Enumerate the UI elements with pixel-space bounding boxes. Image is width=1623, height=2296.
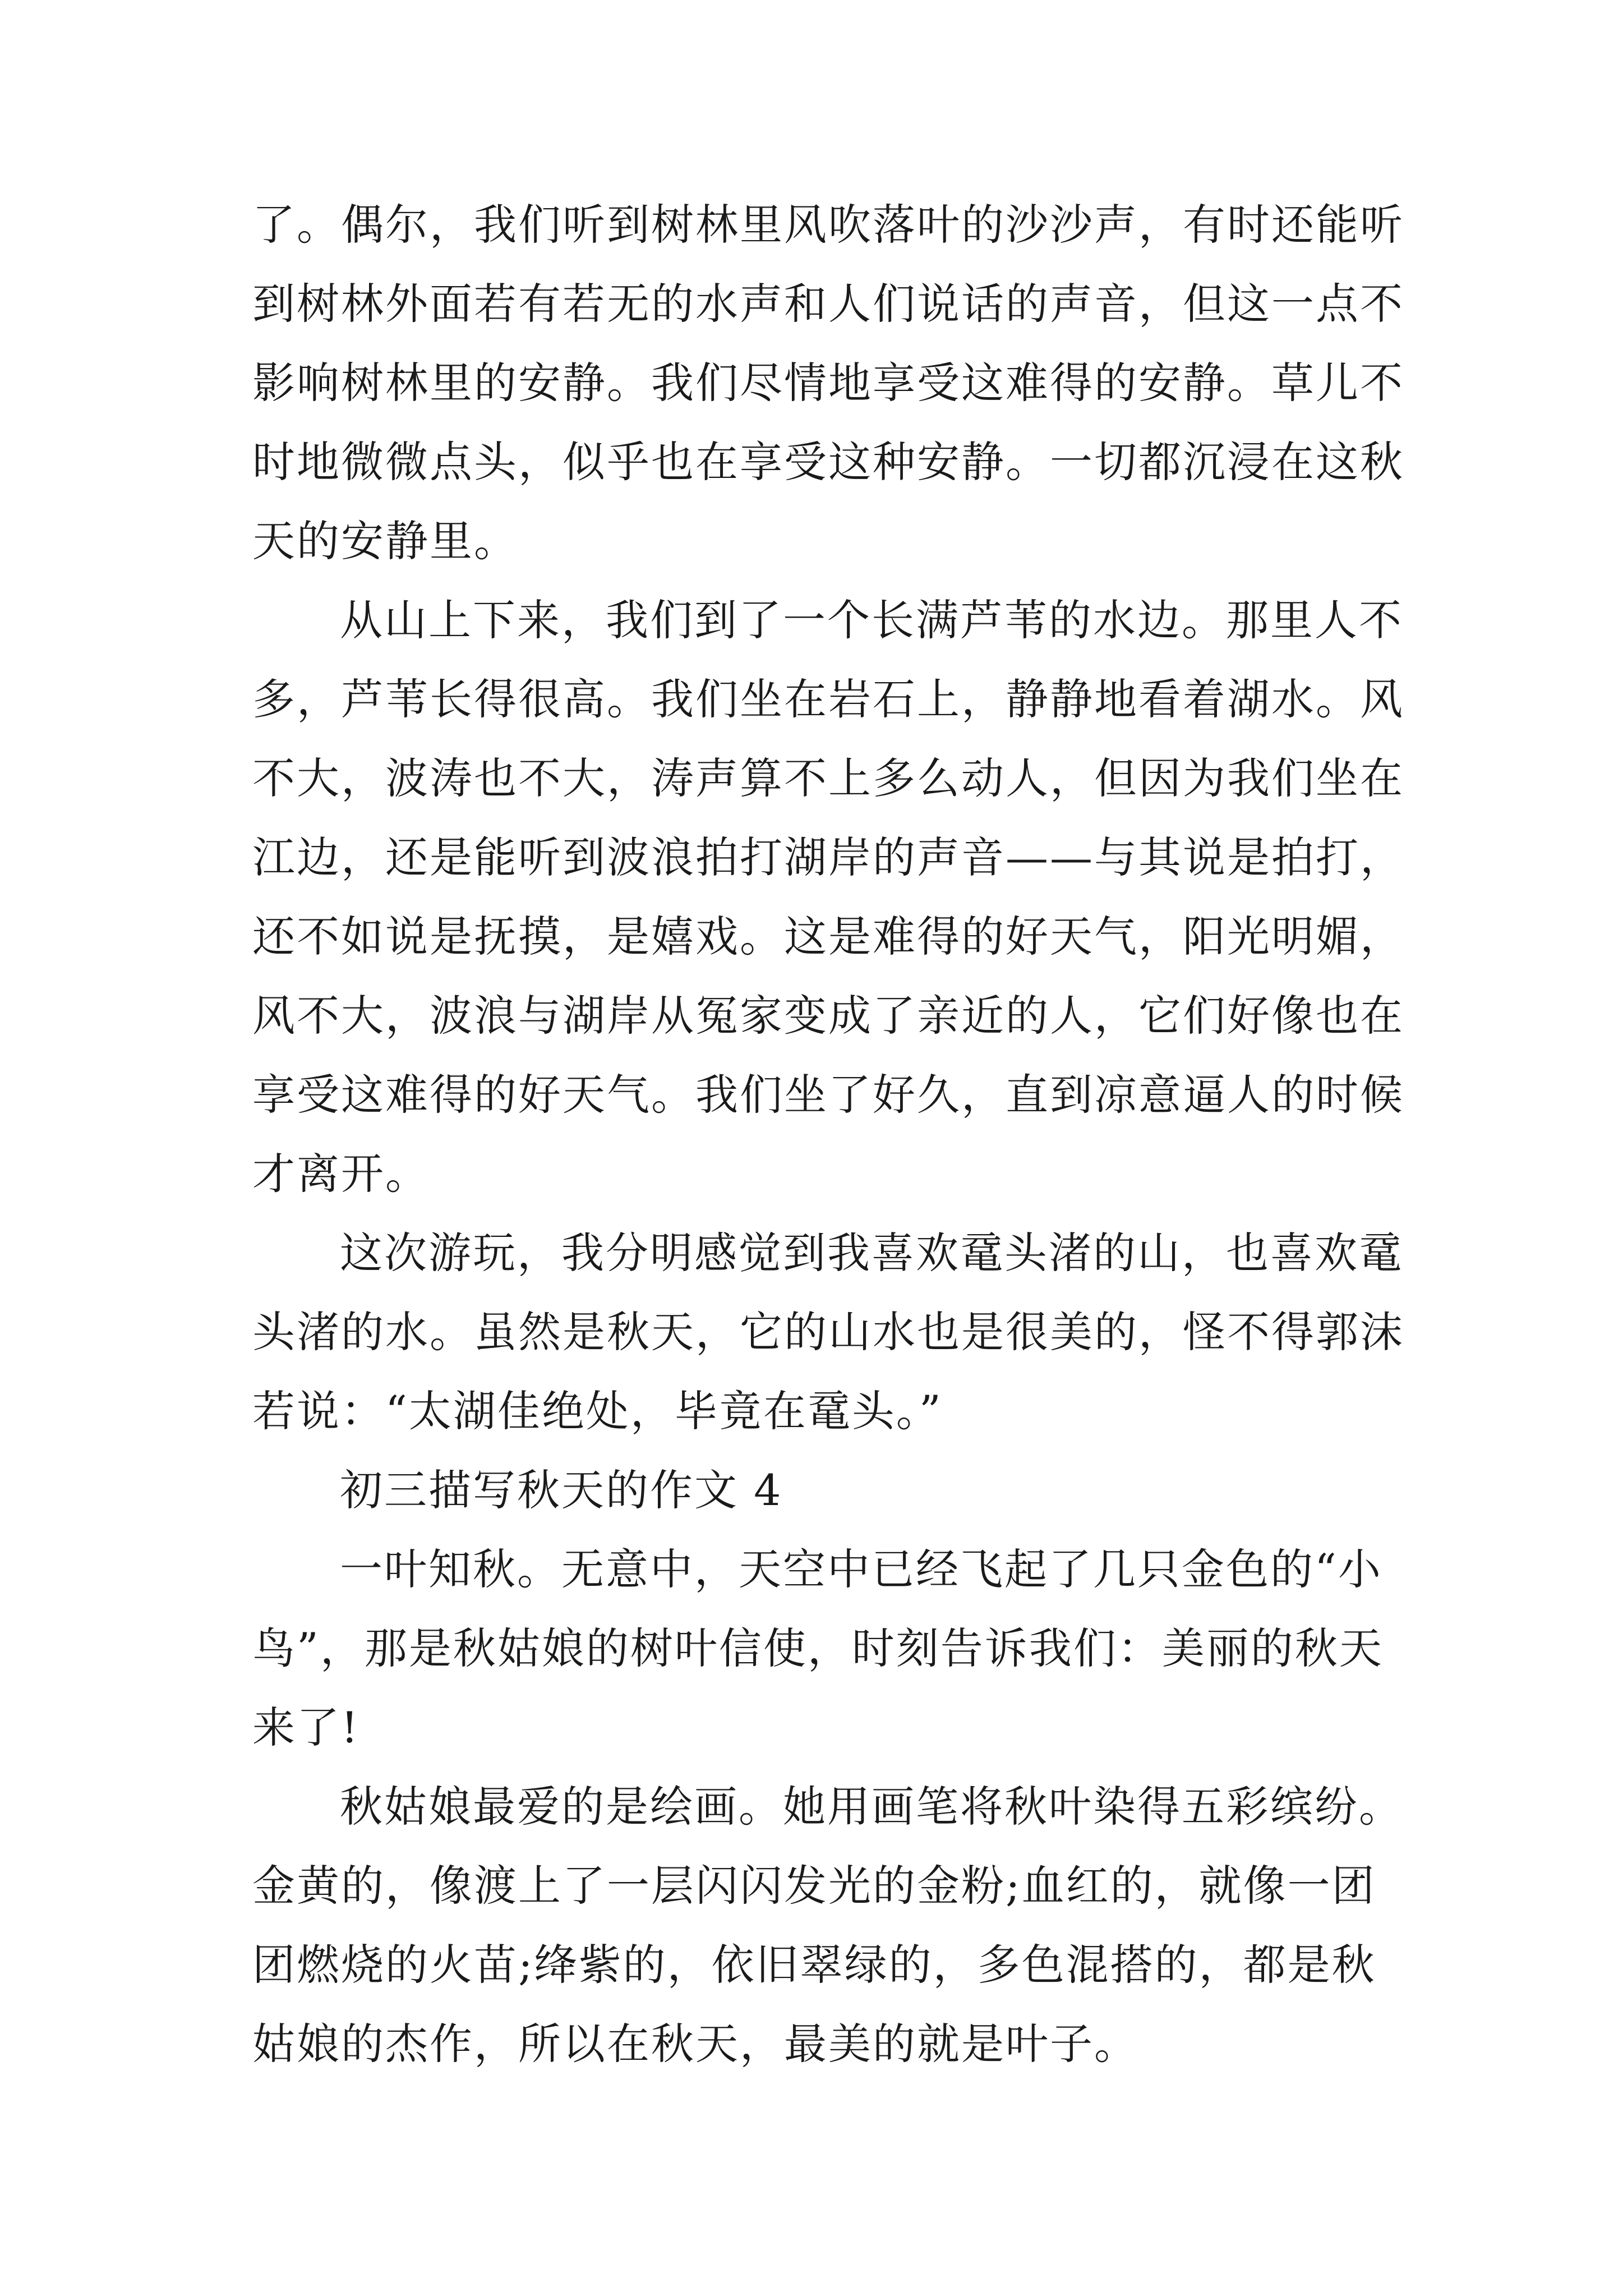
paragraph-first-line: 秋姑娘最爱的是绘画。她用画笔将秋叶染得五彩缤纷。 bbox=[340, 1782, 1403, 1832]
paragraph-line: 多，芦苇长得很高。我们坐在岩石上，静静地看着湖水。风 bbox=[252, 674, 1404, 724]
paragraph-line: 鸟”，那是秋姑娘的树叶信使，时刻告诉我们：美丽的秋天 bbox=[252, 1623, 1384, 1673]
paragraph-line: 享受这难得的好天气。我们坐了好久，直到凉意逼人的时候 bbox=[252, 1070, 1404, 1120]
paragraph-first-line: 一叶知秋。无意中，天空中已经飞起了几只金色的“小 bbox=[340, 1544, 1382, 1594]
paragraph-line: 来了! bbox=[252, 1703, 360, 1752]
paragraph-line: 影响树林里的安静。我们尽情地享受这难得的安静。草儿不 bbox=[252, 358, 1404, 408]
paragraph-line: 才离开。 bbox=[252, 1149, 430, 1199]
paragraph-line: 头渚的水。虽然是秋天，它的山水也是很美的，怪不得郭沫 bbox=[252, 1307, 1404, 1357]
paragraph-first-line: 初三描写秋天的作文 4 bbox=[340, 1465, 783, 1515]
paragraph-line: 团燃烧的火苗;绛紫的，依旧翠绿的，多色混搭的，都是秋 bbox=[252, 1940, 1376, 1990]
paragraph-first-line: 从山上下来，我们到了一个长满芦苇的水边。那里人不 bbox=[340, 595, 1403, 645]
paragraph-line: 金黄的，像渡上了一层闪闪发光的金粉;血红的，就像一团 bbox=[252, 1861, 1376, 1911]
paragraph-line: 时地微微点头，似乎也在享受这种安静。一切都沉浸在这秋 bbox=[252, 437, 1404, 487]
paragraph-line: 到树林外面若有若无的水声和人们说话的声音，但这一点不 bbox=[252, 279, 1404, 329]
document-body bbox=[252, 185, 1408, 2083]
paragraph-line: 不大，波涛也不大，涛声算不上多么动人，但因为我们坐在 bbox=[252, 753, 1404, 803]
paragraph-line: 江边，还是能听到波浪拍打湖岸的声音——与其说是拍打， bbox=[252, 832, 1404, 882]
paragraph-line: 姑娘的杰作，所以在秋天，最美的就是叶子。 bbox=[252, 2019, 1138, 2069]
paragraph-first-line: 这次游玩，我分明感觉到我喜欢鼋头渚的山，也喜欢鼋 bbox=[340, 1228, 1403, 1278]
paragraph-line: 若说：“太湖佳绝处，毕竟在鼋头。” bbox=[252, 1386, 943, 1436]
paragraph-line: 风不大，波浪与湖岸从冤家变成了亲近的人，它们好像也在 bbox=[252, 991, 1404, 1041]
paragraph-line: 天的安静里。 bbox=[252, 516, 518, 566]
paragraph-line: 还不如说是抚摸，是嬉戏。这是难得的好天气，阳光明媚， bbox=[252, 912, 1404, 961]
paragraph-line: 了。偶尔，我们听到树林里风吹落叶的沙沙声，有时还能听 bbox=[252, 200, 1404, 250]
